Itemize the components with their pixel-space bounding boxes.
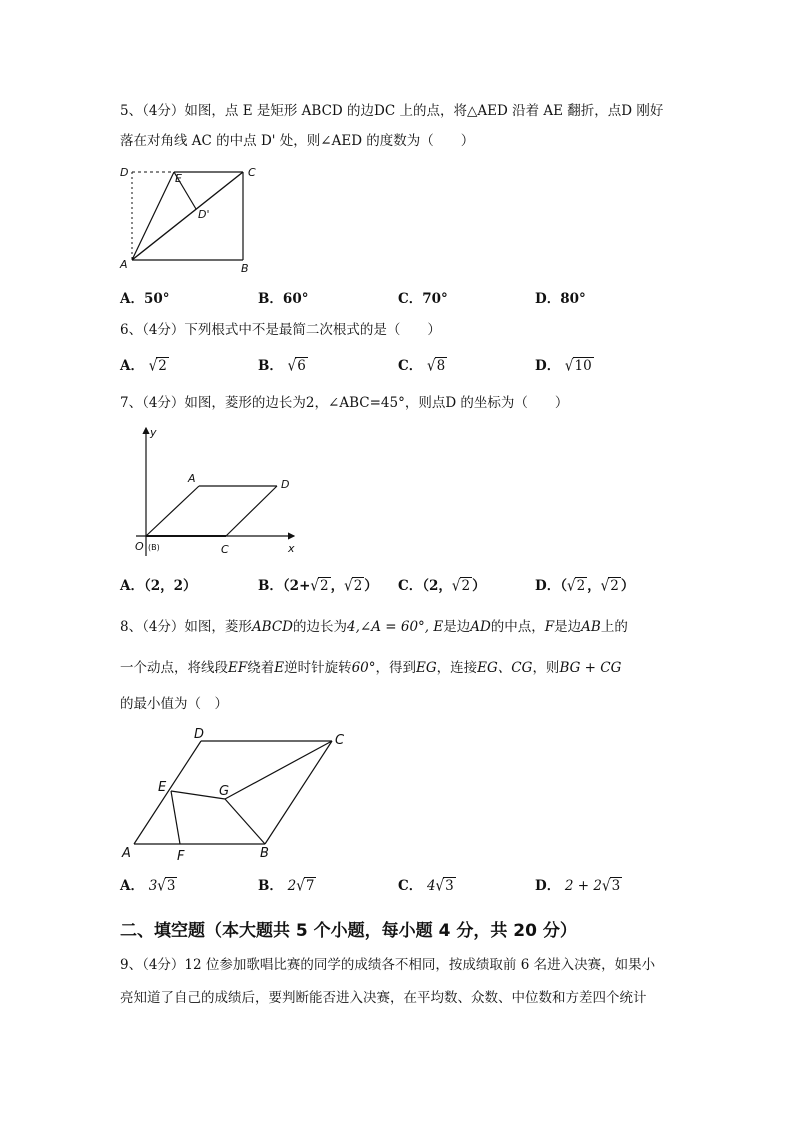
q5-figure bbox=[118, 160, 268, 275]
q5-text-line2: 落在对角线 AC 的中点 D' 处，则∠AED 的度数为（ ） bbox=[120, 133, 475, 149]
q6-text: 6、（4分）下列根式中不是最简二次根式的是（ ） bbox=[120, 322, 441, 338]
q8-label-G: G bbox=[219, 784, 230, 799]
section-heading: 二、填空题（本大题共 5 个小题，每小题 4 分，共 20 分） bbox=[120, 921, 577, 941]
q7-option-b[interactable]: B．（2+√2 ，√2 ） bbox=[258, 576, 378, 596]
q7-figure bbox=[130, 422, 310, 562]
q5-option-d[interactable]: D．80° bbox=[535, 291, 586, 307]
q7-label-O: O bbox=[135, 540, 144, 553]
q5-label-B: B bbox=[241, 262, 249, 275]
q8-label-E: E bbox=[158, 780, 167, 795]
q5-options bbox=[120, 288, 680, 310]
q7-label-A: A bbox=[188, 472, 196, 485]
q8-option-d[interactable]: D． 2 + 2√3 bbox=[535, 876, 621, 896]
q8-option-c[interactable]: C． 4√3 bbox=[398, 876, 454, 896]
q7-options bbox=[120, 575, 680, 597]
q8-text-line1: 8、（4分）如图，菱形ABCD的边长为4,∠A = 60°, E是边AD的中点，F是边AB上的 bbox=[120, 619, 628, 635]
q7-option-d[interactable]: D．（√2 ，√2 ） bbox=[535, 576, 635, 596]
q8-label-C: C bbox=[335, 733, 345, 748]
q6-option-a[interactable]: A． √2 bbox=[120, 356, 167, 376]
q6-options bbox=[120, 355, 680, 377]
q7-option-c[interactable]: C．（2，√2 ） bbox=[398, 576, 486, 596]
q7-label-B: (B) bbox=[148, 543, 160, 552]
q8-options bbox=[120, 875, 680, 897]
q8-label-F: F bbox=[177, 849, 185, 864]
q7-text: 7、（4分）如图，菱形的边长为2，∠ABC=45°，则点D 的坐标为（ ） bbox=[120, 395, 569, 411]
q9-text-line2: 亮知道了自己的成绩后，要判断能否进入决赛，在平均数、众数、中位数和方差四个统计 bbox=[120, 990, 647, 1006]
q5-label-D: D bbox=[120, 166, 129, 179]
q5-label-C: C bbox=[248, 166, 256, 179]
q5-text-line1: 5、（4分）如图，点 E 是矩形 ABCD 的边DC 上的点，将△AED 沿着 AE 翻折，点D 刚好 bbox=[120, 103, 664, 119]
q7-label-D: D bbox=[281, 478, 290, 491]
q8-label-A: A bbox=[122, 846, 131, 861]
q5-option-b[interactable]: B．60° bbox=[258, 291, 309, 307]
q6-option-b[interactable]: B． √6 bbox=[258, 356, 306, 376]
q9-text-line1: 9、（4分）12 位参加歌唱比赛的同学的成绩各不相同，按成绩取前 6 名进入决赛，如果小 bbox=[120, 957, 656, 973]
q8-figure bbox=[118, 724, 358, 864]
q8-option-b[interactable]: B． 2√7 bbox=[258, 876, 315, 896]
q8-label-B: B bbox=[260, 846, 269, 861]
q7-label-y: y bbox=[150, 426, 157, 439]
q8-label-D: D bbox=[194, 727, 205, 742]
q7-label-C: C bbox=[221, 543, 229, 556]
q5-option-a[interactable]: A．50° bbox=[120, 291, 170, 307]
q5-label-Dprime: D' bbox=[198, 208, 210, 221]
q5-label-A: A bbox=[120, 258, 128, 271]
q8-option-a[interactable]: A． 3√3 bbox=[120, 876, 176, 896]
q8-text-line3: 的最小值为（ ） bbox=[120, 696, 228, 712]
q6-option-d[interactable]: D． √10 bbox=[535, 356, 592, 376]
q5-option-c[interactable]: C．70° bbox=[398, 291, 448, 307]
q5-label-E: E bbox=[175, 172, 182, 185]
q6-option-c[interactable]: C． √8 bbox=[398, 356, 446, 376]
q7-label-x: x bbox=[288, 542, 295, 555]
q8-text-line2: 一个动点，将线段EF绕着E逆时针旋转60°，得到EG，连接EG、CG，则BG + CG bbox=[120, 660, 622, 676]
q7-option-a[interactable]: A．（2，2） bbox=[120, 578, 197, 594]
